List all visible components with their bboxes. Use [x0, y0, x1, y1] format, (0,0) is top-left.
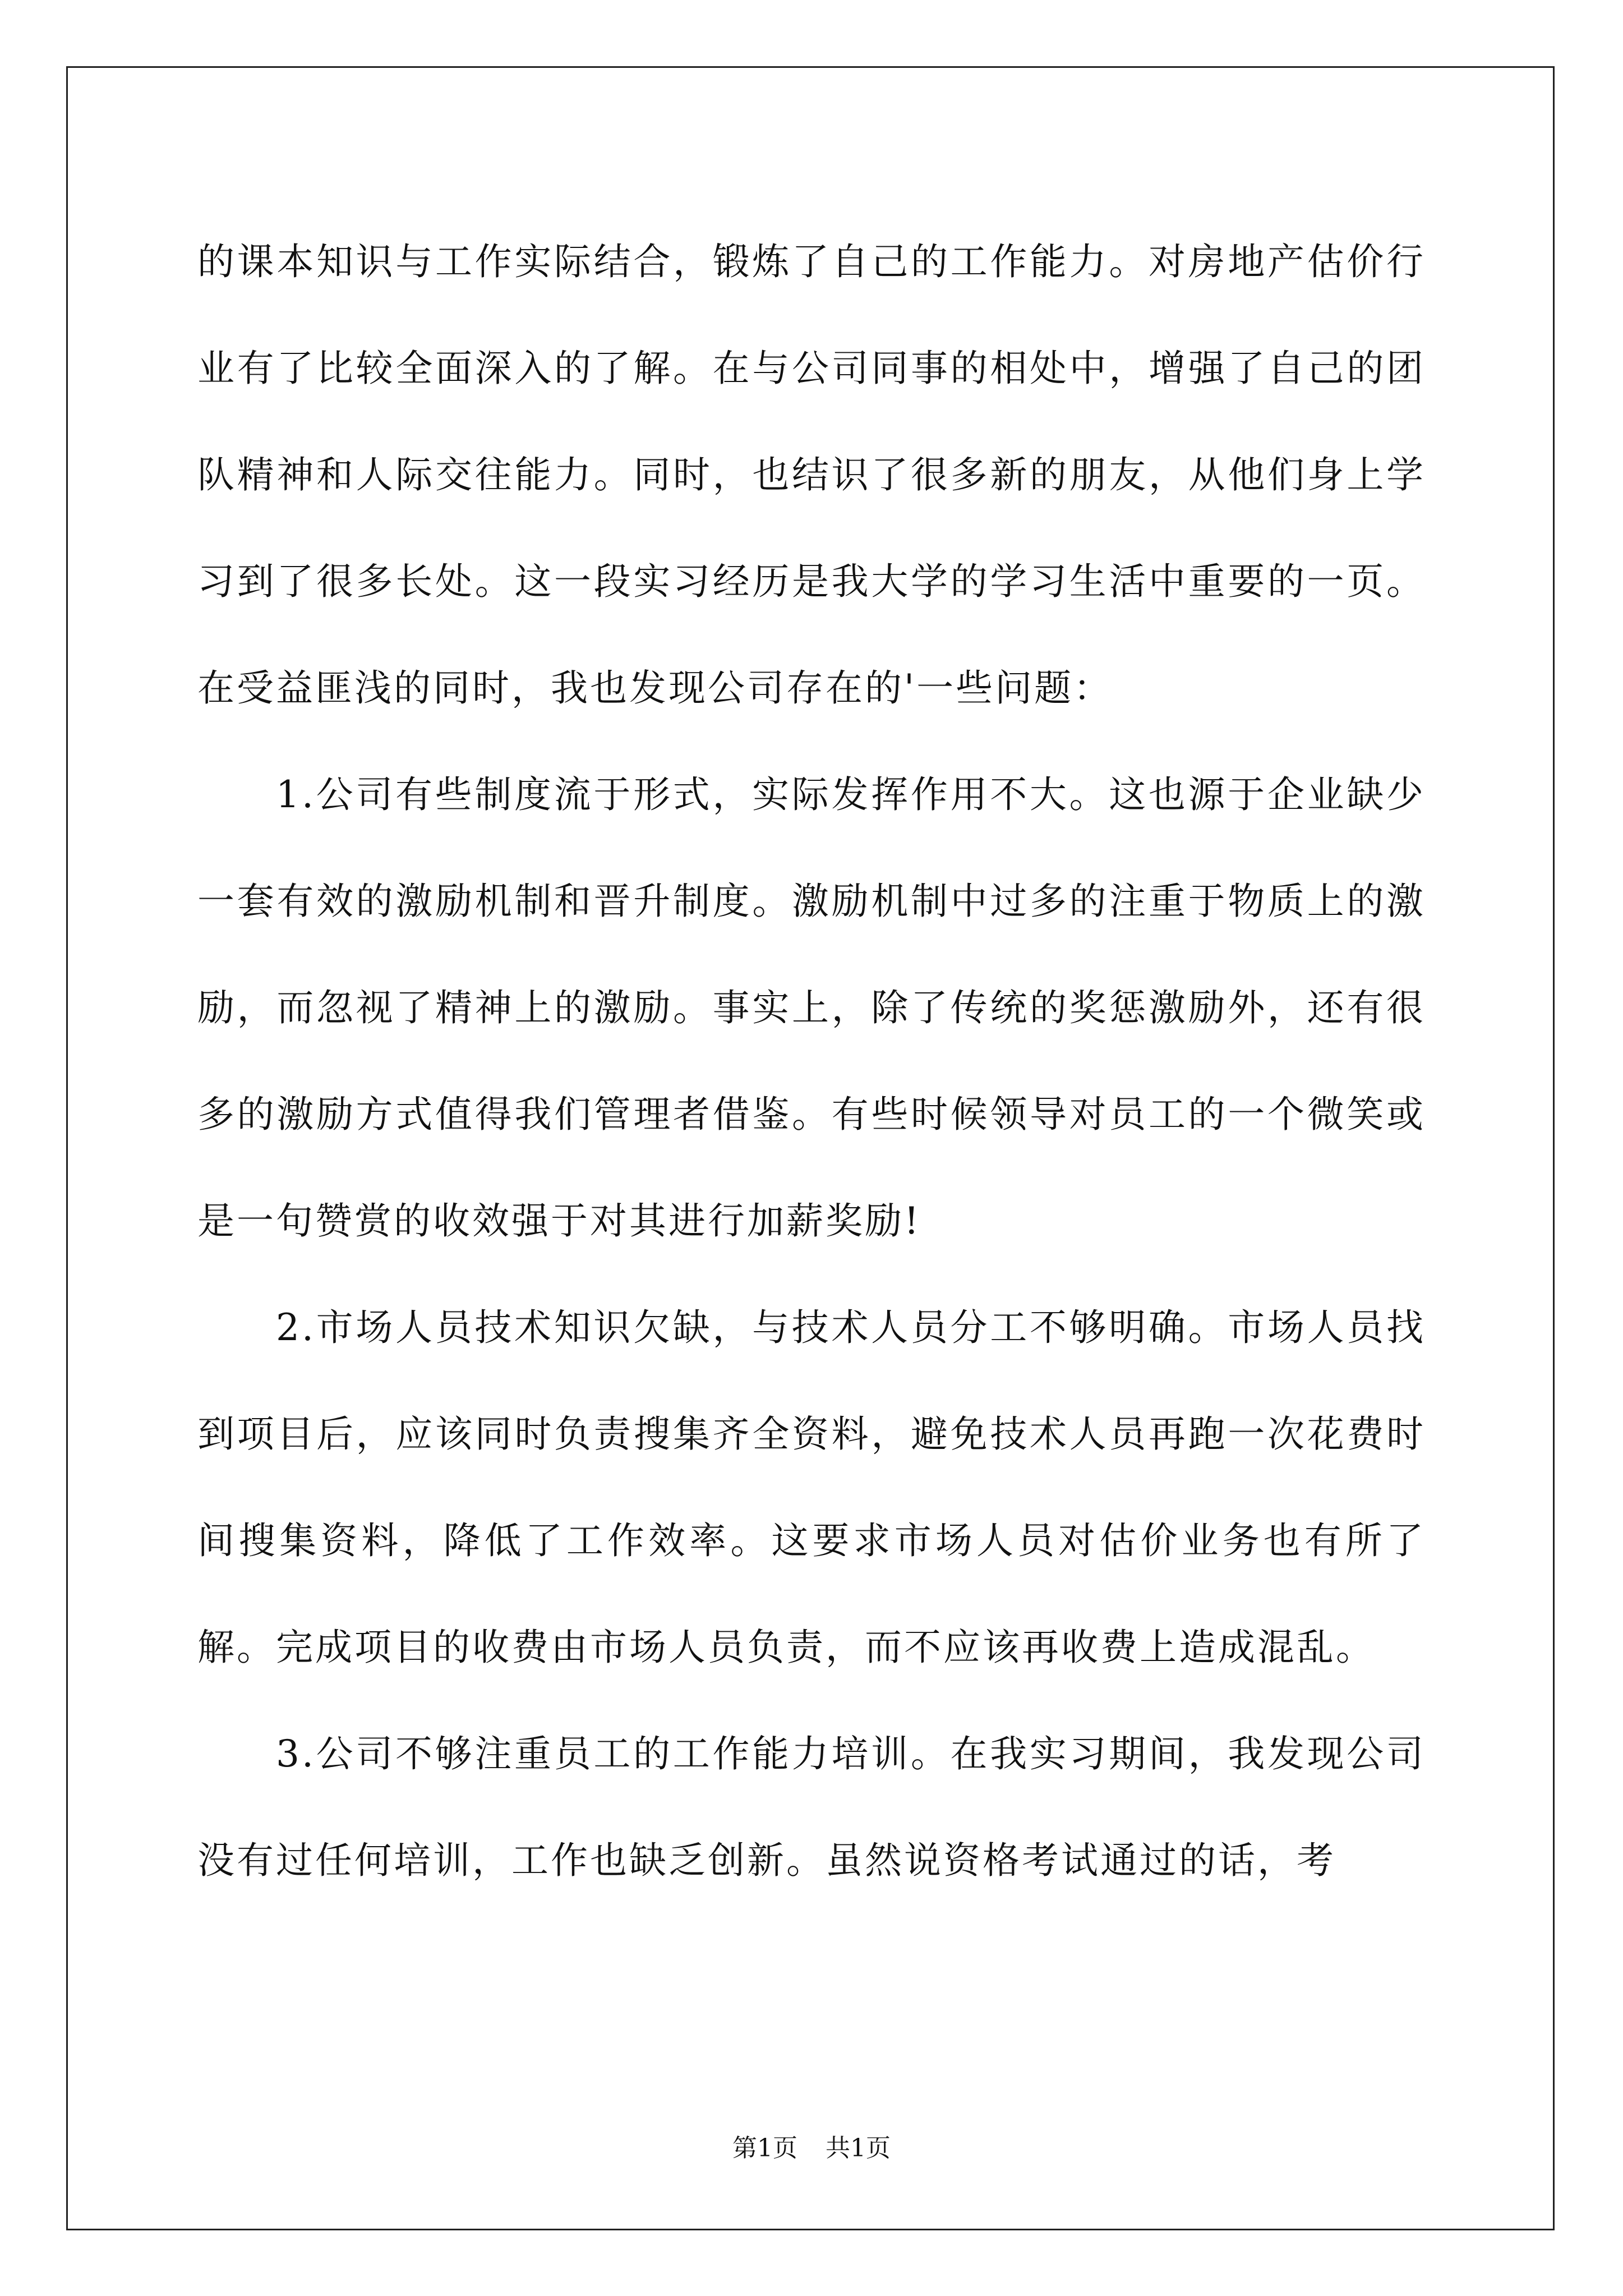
page-footer	[0, 2132, 1623, 2165]
paragraph-4: 3.公司不够注重员工的工作能力培训。在我实习期间，我发现公司没有过任何培训，工作也缺乏创新。虽然说资格考试通过的话，考	[197, 1732, 1426, 1882]
page-number-total: 共1页	[826, 2134, 891, 2162]
paragraph-1: 的课本知识与工作实际结合，锻炼了自己的工作能力。对房地产估价行业有了比较全面深入的了解。在与公司同事的相处中，增强了自己的团队精神和人际交往能力。同时，也结识了很多新的朋友，从他们身上学习到了很多长处。这一段实习经历是我大学的学习生活中重要的一页。在受益匪浅的同时，我也发现公司存在的'一些问题：	[197, 240, 1426, 710]
page-number-current: 第1页	[732, 2134, 797, 2162]
document-body	[197, 209, 1426, 1914]
paragraph-2: 1.公司有些制度流于形式，实际发挥作用不大。这也源于企业缺少一套有效的激励机制和晋升制度。激励机制中过多的注重于物质上的激励，而忽视了精神上的激励。事实上，除了传统的奖惩激励外，还有很多的激励方式值得我们管理者借鉴。有些时候领导对员工的一个微笑或是一句赞赏的收效强于对其进行加薪奖励!	[197, 773, 1426, 1243]
paragraph-3: 2.市场人员技术知识欠缺，与技术人员分工不够明确。市场人员找到项目后，应该同时负责搜集齐全资料，避免技术人员再跑一次花费时间搜集资料，降低了工作效率。这要求市场人员对估价业务也有所了解。完成项目的收费由市场人员负责，而不应该再收费上造成混乱。	[197, 1306, 1426, 1669]
